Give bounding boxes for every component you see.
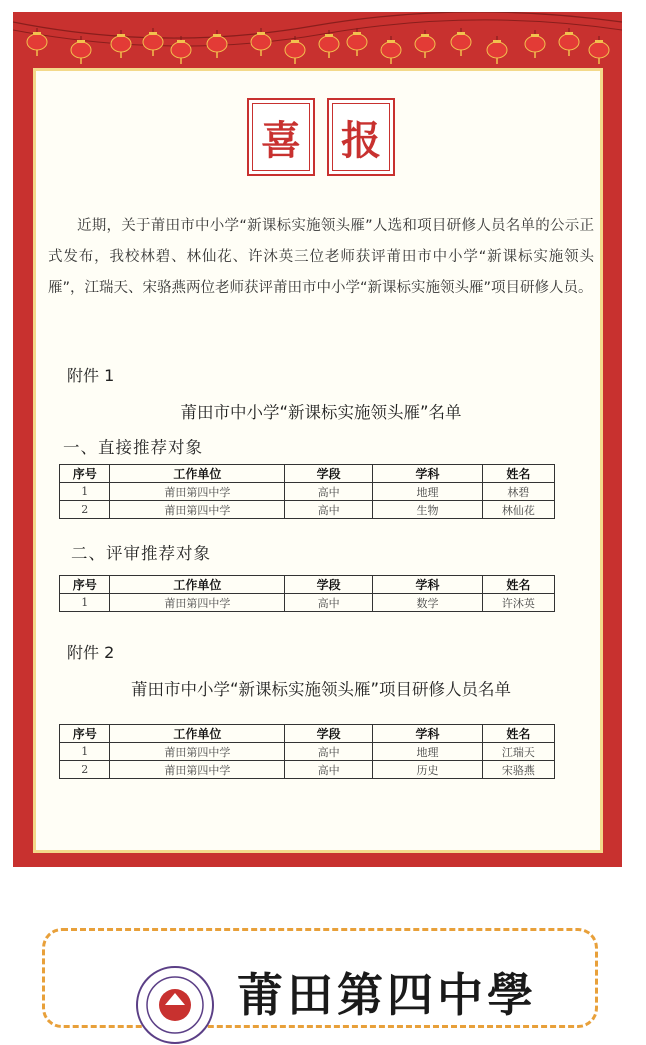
table-row xyxy=(60,761,555,779)
table-header-row xyxy=(60,465,555,483)
research-staff-table xyxy=(59,724,555,779)
cell-subject: 生物 xyxy=(373,501,483,519)
cell-stage: 高中 xyxy=(285,483,373,501)
table-row xyxy=(60,594,555,612)
lantern-icon xyxy=(525,30,545,58)
header-name: 姓名 xyxy=(482,725,554,743)
header-subject: 学科 xyxy=(373,465,483,483)
header-unit: 工作单位 xyxy=(110,576,285,594)
cell-name: 许沐英 xyxy=(482,594,554,612)
header-stage: 学段 xyxy=(285,465,373,483)
lantern-icon xyxy=(111,30,131,58)
header-subject: 学科 xyxy=(373,576,483,594)
cell-stage: 高中 xyxy=(285,594,373,612)
header-index: 序号 xyxy=(60,725,110,743)
header-name: 姓名 xyxy=(482,465,554,483)
cell-index: 1 xyxy=(60,483,110,501)
attachment-2-label: 附件 2 xyxy=(67,643,115,662)
title-char-bao: 报 xyxy=(332,103,390,171)
lantern-icon xyxy=(415,30,435,58)
cell-name: 宋骆燕 xyxy=(482,761,554,779)
school-emblem-icon xyxy=(135,965,215,1045)
attachment-1-heading: 莆田市中小学“新课标实施领头雁”名单 xyxy=(180,403,462,422)
announcement-paper xyxy=(33,68,603,853)
header-stage: 学段 xyxy=(285,576,373,594)
lantern-icon xyxy=(451,28,471,56)
cell-index: 1 xyxy=(60,594,110,612)
header-unit: 工作单位 xyxy=(110,465,285,483)
title-row xyxy=(247,98,395,178)
attachment-2-heading: 莆田市中小学“新课标实施领头雁”项目研修人员名单 xyxy=(130,680,512,699)
title-char-xi: 喜 xyxy=(252,103,310,171)
lantern-icon xyxy=(207,30,227,58)
cell-index: 1 xyxy=(60,743,110,761)
lantern-icon xyxy=(487,36,507,64)
header-name: 姓名 xyxy=(482,576,554,594)
lantern-icon xyxy=(589,36,609,64)
table-header-row xyxy=(60,725,555,743)
header-index: 序号 xyxy=(60,465,110,483)
table-header-row xyxy=(60,576,555,594)
header-stage: 学段 xyxy=(285,725,373,743)
cell-index: 2 xyxy=(60,761,110,779)
lantern-icon xyxy=(347,28,367,56)
lantern-icon xyxy=(27,28,47,56)
school-footer-card xyxy=(42,928,598,1028)
cell-name: 江瑞天 xyxy=(482,743,554,761)
table-row xyxy=(60,501,555,519)
review-recommend-table xyxy=(59,575,555,612)
cell-unit: 莆田第四中学 xyxy=(110,483,285,501)
header-index: 序号 xyxy=(60,576,110,594)
lantern-icon xyxy=(285,36,305,64)
cell-unit: 莆田第四中学 xyxy=(110,743,285,761)
cell-subject: 数学 xyxy=(373,594,483,612)
cell-stage: 高中 xyxy=(285,743,373,761)
table-row xyxy=(60,743,555,761)
cell-unit: 莆田第四中学 xyxy=(110,501,285,519)
lantern-icon xyxy=(143,28,163,56)
lantern-icon xyxy=(171,36,191,64)
table-row xyxy=(60,483,555,501)
school-name-logo-text: 莆田第四中學 xyxy=(237,968,537,1022)
cell-subject: 地理 xyxy=(373,483,483,501)
lantern-icon xyxy=(381,36,401,64)
direct-recommend-table xyxy=(59,464,555,519)
title-char-box xyxy=(327,98,395,176)
cell-index: 2 xyxy=(60,501,110,519)
cell-unit: 莆田第四中学 xyxy=(110,594,285,612)
lantern-icon xyxy=(559,28,579,56)
cell-stage: 高中 xyxy=(285,761,373,779)
cell-stage: 高中 xyxy=(285,501,373,519)
header-subject: 学科 xyxy=(373,725,483,743)
section-direct-recommend: 一、直接推荐对象 xyxy=(63,438,203,457)
section-review-recommend: 二、评审推荐对象 xyxy=(71,544,211,563)
cell-subject: 地理 xyxy=(373,743,483,761)
title-char-box xyxy=(247,98,315,176)
intro-paragraph: 近期，关于莆田市中小学“新课标实施领头雁”人选和项目研修人员名单的公示正式发布，我校林碧、林仙花、许沐英三位老师获评莆田市中小学“新课标实施领头雁”，江瑞天、宋骆燕两位老师获评莆田市中小学“新课标实施领头雁”项目研修人员。 xyxy=(48,218,594,296)
header-unit: 工作单位 xyxy=(110,725,285,743)
cell-name: 林仙花 xyxy=(482,501,554,519)
attachment-1-label: 附件 1 xyxy=(67,366,115,385)
cell-subject: 历史 xyxy=(373,761,483,779)
announcement-poster xyxy=(13,12,622,867)
lantern-icon xyxy=(71,36,91,64)
cell-unit: 莆田第四中学 xyxy=(110,761,285,779)
cell-name: 林碧 xyxy=(482,483,554,501)
